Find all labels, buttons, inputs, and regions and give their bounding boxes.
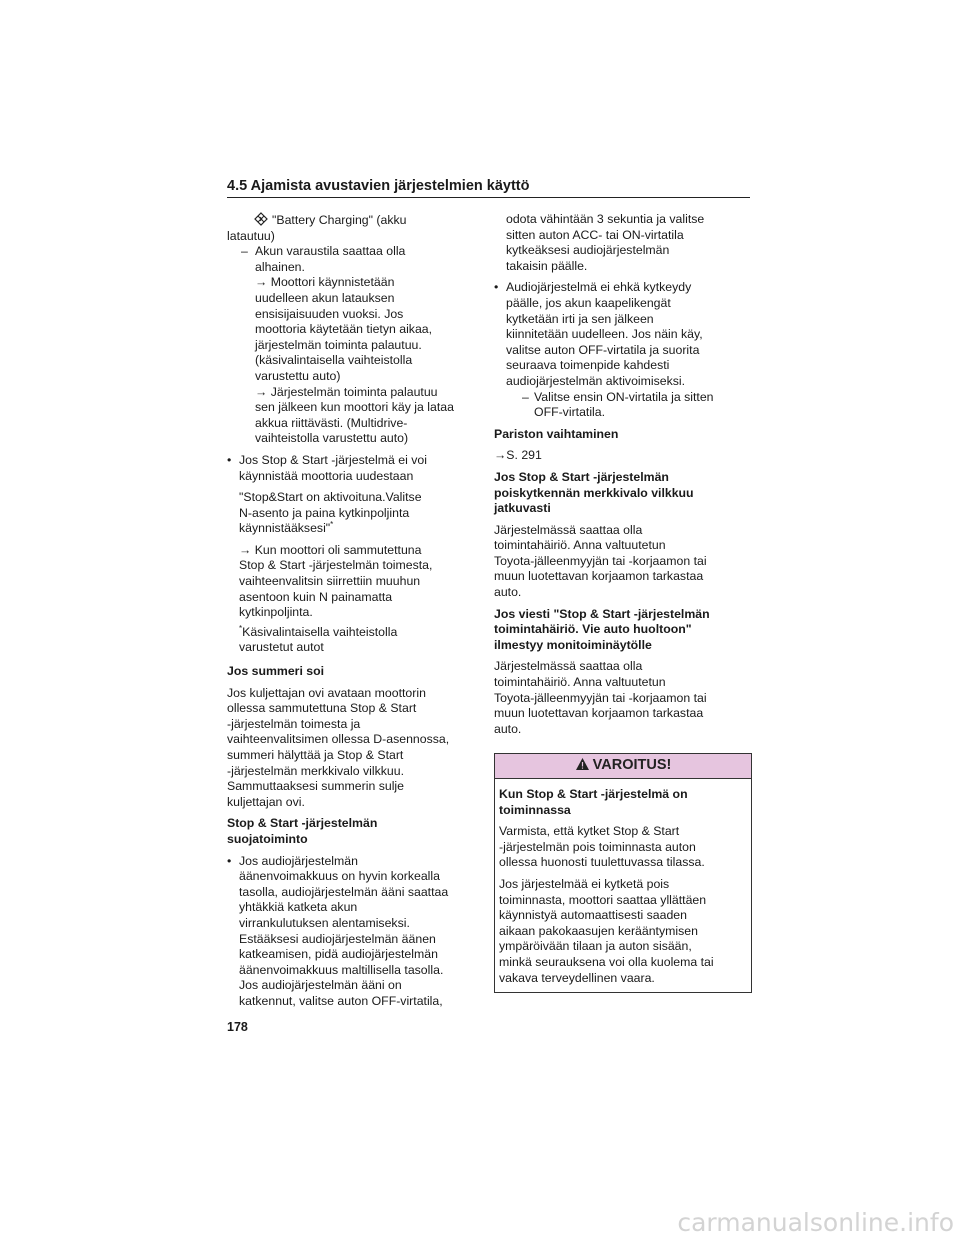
text-line: uudelleen akun latauksen: [255, 290, 395, 305]
text-line: kiinnitetään uudelleen. Jos näin käy,: [506, 327, 703, 342]
text-line: Stop & Start -järjestelmän: [227, 816, 378, 831]
text-line: takaisin päälle.: [506, 258, 588, 273]
warning-box: [494, 753, 752, 993]
text-line: äänenvoimakkuus maltillisella tasolla.: [239, 962, 444, 977]
text-line: Järjestelmän toiminta palautuu: [270, 384, 438, 399]
heading-suojatoiminto: [227, 816, 472, 847]
text-line: Valitse ensin ON-virtatila ja sitten: [534, 389, 714, 404]
paragraph-merkkivalo: [494, 523, 752, 601]
text-line: muun luotettavan korjaamon tarkastaa: [494, 706, 704, 721]
warning-header: [495, 754, 751, 779]
continued-text: [494, 212, 752, 274]
text-line: ensisijaisuuden vuoksi. Jos: [255, 306, 404, 321]
bullet-item: [227, 854, 472, 1010]
page-reference: [494, 448, 752, 464]
text-line: Toyota-jälleenmyyjän tai -korjaamon tai: [494, 690, 707, 705]
text-line: OFF-virtatila.: [534, 405, 606, 420]
text-line: Käsivalintaisella vaihteistolla: [242, 624, 398, 639]
text-line: Sammuttaaksesi summerin sulje: [227, 779, 404, 794]
warning-title: VAROITUS!: [592, 757, 672, 774]
text-line: päälle, jos akun kaapelikengät: [506, 295, 671, 310]
text-line: ollessa huonosti tuulettuvassa tilassa.: [499, 855, 705, 870]
text-line: Jos kuljettajan ovi avataan moottorin: [227, 685, 426, 700]
text-line: sen jälkeen kun moottori käy ja lataa: [255, 400, 454, 415]
quote-block: [227, 490, 472, 537]
text-line: kuljettajan ovi.: [227, 794, 305, 809]
paragraph-viesti: [494, 659, 752, 737]
footnote-mark: *: [239, 623, 243, 633]
text-line: "Stop&Start on aktivoituna.Valitse: [239, 490, 422, 505]
text-line: aikaan pakokaasujen kerääntymisen: [499, 923, 698, 938]
arrow-icon: →: [239, 542, 252, 557]
text-line: sitten auton ACC- tai ON-virtatila: [506, 227, 684, 242]
warning-triangle-icon: [575, 757, 590, 776]
text-line: -järjestelmän pois toiminnasta auton: [499, 839, 696, 854]
text-line: asentoon kuin N painamatta: [239, 589, 393, 604]
text-line: -järjestelmän merkkivalo vilkkuu.: [227, 763, 404, 778]
text-line: poiskytkennän merkkivalo vilkkuu: [494, 485, 694, 500]
dash-item: [227, 244, 472, 447]
text-line: varustettu auto): [255, 368, 341, 383]
text-line: katkeamisen, pidä audiojärjestelmän: [239, 947, 438, 962]
text-line: alhainen.: [255, 259, 305, 274]
text-line: audiojärjestelmän aktivoimiseksi.: [506, 373, 686, 388]
text-line: toimintahäiriö. Anna valtuutetun: [494, 675, 666, 690]
text-line: odota vähintään 3 sekuntia ja valitse: [506, 212, 705, 226]
text-line: Järjestelmässä saattaa olla: [494, 659, 643, 674]
text-line: yhtäkkiä katketa akun: [239, 900, 358, 915]
text-line: Jos audiojärjestelmän ääni on: [239, 978, 402, 993]
text-line: jatkuvasti: [494, 501, 551, 516]
text-line: Kun Stop & Start -järjestelmä on: [499, 787, 688, 801]
text-line: Estääksesi audiojärjestelmän äänen: [239, 931, 436, 946]
right-column: [494, 212, 752, 993]
bullet-mark: •: [227, 452, 232, 467]
text-line: Jos Stop & Start -järjestelmän: [494, 469, 669, 484]
text-line: ollessa sammutettuna Stop & Start: [227, 701, 417, 716]
arrow-block: [227, 543, 472, 621]
battery-charging-icon: [254, 212, 268, 226]
heading-summeri: Jos summeri soi: [227, 664, 325, 679]
dash-mark: –: [241, 244, 248, 259]
charging-label-cont: latautuu): [227, 228, 275, 243]
warning-heading: [499, 787, 747, 818]
text-line: käynnistää moottoria uudestaan: [239, 468, 414, 483]
warning-paragraph: [499, 824, 747, 871]
text-line: N-asento ja paina kytkinpoljinta: [239, 505, 410, 520]
text-line: toiminnassa: [499, 802, 571, 817]
text-line: Moottori käynnistetään: [270, 275, 395, 290]
text-line: vaihteenvalitsin siirrettiin muuhun: [239, 574, 421, 589]
warning-body: [495, 779, 751, 992]
text-line: minkä seurauksena voi olla kuolema tai: [499, 954, 714, 969]
text-line: Kun moottori oli sammutettuna: [254, 542, 422, 557]
paragraph-summeri: [227, 686, 472, 811]
arrow-icon: →: [255, 384, 268, 399]
footnote: [227, 625, 472, 656]
text-line: varustetut autot: [239, 640, 324, 655]
text-line: kytketään irti ja sen jälkeen: [506, 311, 654, 326]
text-line: käynnistyä automaattisesti saaden: [499, 908, 687, 923]
left-column: [227, 212, 472, 1016]
text-line: Stop & Start -järjestelmän toimesta,: [239, 558, 433, 573]
text-line: toimintahäiriö. Anna valtuutetun: [494, 538, 666, 553]
dash-mark: –: [522, 389, 529, 404]
text-line: virrankulutuksen alentamiseksi.: [239, 915, 410, 930]
text-line: kytkinpoljinta.: [239, 605, 313, 620]
text-line: vakava terveydellinen vaara.: [499, 970, 655, 985]
bullet-mark: •: [494, 280, 499, 295]
text-line: valitse auton OFF-virtatila ja suorita: [506, 342, 700, 357]
text-line: Varmista, että kytket Stop & Start: [499, 824, 680, 839]
text-line: vaihteenvalitsimen ollessa D-asennossa,: [227, 732, 450, 747]
text-line: Jos järjestelmää ei kytketä pois: [499, 876, 670, 891]
text-line: Jos audiojärjestelmän: [239, 853, 358, 868]
text-line: ilmestyy monitoiminäytölle: [494, 637, 652, 652]
text-line: kytkeäksesi audiojärjestelmän: [506, 243, 670, 258]
heading-pariston: Pariston vaihtaminen: [494, 426, 619, 441]
page-number: 178: [227, 1020, 248, 1034]
bullet-item: [494, 280, 752, 389]
text-line: Jos Stop & Start -järjestelmä ei voi: [239, 452, 427, 467]
text-line: seuraava toimenpide kahdesti: [506, 358, 670, 373]
text-line: ympäröivään tilaan ja auton sisään,: [499, 939, 692, 954]
heading-viesti: [494, 607, 752, 654]
page-header: [227, 178, 750, 198]
heading-merkkivalo: [494, 470, 752, 517]
text-line: tasolla, audiojärjestelmän ääni saattaa: [239, 884, 449, 899]
header-divider: [227, 197, 750, 198]
reference-link: S. 291: [506, 448, 542, 463]
text-line: auto.: [494, 585, 522, 600]
watermark: carmanualsonline.info: [677, 1208, 954, 1237]
text-line: auto.: [494, 721, 522, 736]
battery-charging-item: [227, 212, 472, 229]
dash-item: [494, 390, 752, 421]
charging-label: "Battery Charging" (akku: [272, 213, 407, 227]
text-line: moottoria käytetään tietyn aikaa,: [255, 322, 433, 337]
text-line: muun luotettavan korjaamon tarkastaa: [494, 569, 704, 584]
bullet-mark: •: [227, 853, 232, 868]
text-line: Akun varaustila saattaa olla: [255, 244, 406, 259]
text-line: Toyota-jälleenmyyjän tai -korjaamon tai: [494, 553, 707, 568]
text-line: -järjestelmän toimesta ja: [227, 716, 361, 731]
bullet-item: [227, 453, 472, 484]
arrow-icon: →: [255, 275, 268, 290]
text-line: vaihteistolla varustettu auto): [255, 431, 409, 446]
text-line: toimintahäiriö. Vie auto huoltoon": [494, 622, 692, 637]
arrow-icon: →: [494, 448, 507, 463]
section-title: 4.5 Ajamista avustavien järjestelmien käyttö: [227, 178, 530, 194]
text-line: käynnistääksesi": [239, 521, 331, 536]
text-line: Audiojärjestelmä ei ehkä kytkeydy: [506, 280, 692, 295]
text-line: järjestelmän toiminta palautuu.: [255, 337, 422, 352]
text-line: summeri hälyttää ja Stop & Start: [227, 748, 404, 762]
text-line: äänenvoimakkuus on hyvin korkealla: [239, 869, 440, 884]
text-line: suojatoiminto: [227, 831, 308, 846]
text-line: Järjestelmässä saattaa olla: [494, 522, 643, 537]
text-line: Jos viesti "Stop & Start -järjestelmän: [494, 606, 710, 621]
text-line: toiminnasta, moottori saattaa yllättäen: [499, 892, 707, 907]
text-line: akkua riittävästi. (Multidrive-: [255, 415, 408, 430]
text-line: (käsivalintaisella vaihteistolla: [255, 353, 413, 368]
footnote-mark: *: [330, 520, 334, 530]
warning-paragraph: [499, 877, 747, 986]
text-line: katkennut, valitse auton OFF-virtatila,: [239, 993, 443, 1008]
